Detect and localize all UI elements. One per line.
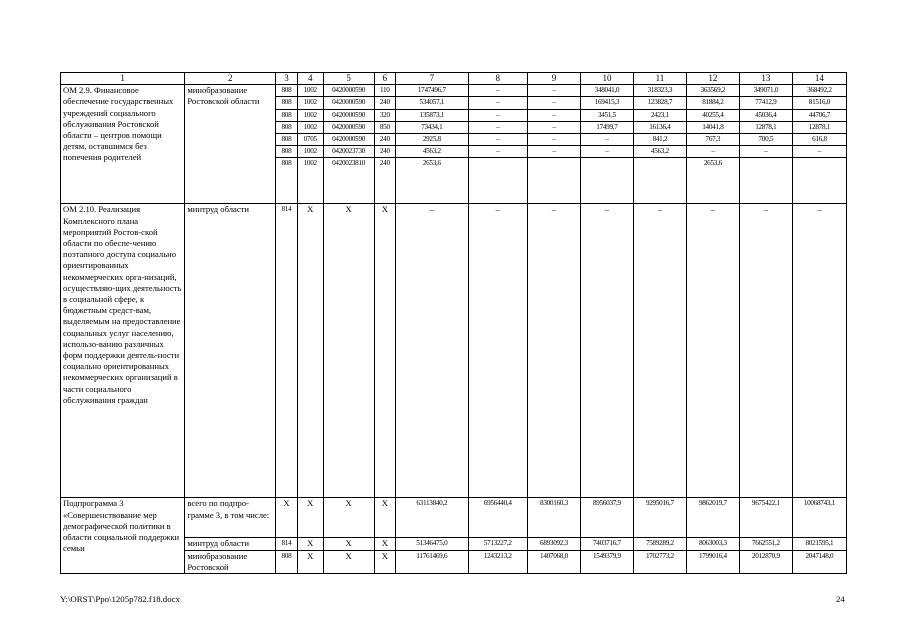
table-cell: – <box>792 146 846 158</box>
table-cell: 40255,4 <box>686 109 739 121</box>
table-cell: – <box>468 121 527 133</box>
table-cell: 1407068,0 <box>527 550 580 573</box>
budget-table <box>60 72 847 574</box>
table-cell: – <box>792 204 846 498</box>
table-cell: 2423,1 <box>633 109 686 121</box>
table-cell: 6956440,4 <box>468 498 527 538</box>
table-cell: 16136,4 <box>633 121 686 133</box>
table-cell: Х <box>297 538 323 550</box>
header-cell: 7 <box>396 73 468 85</box>
page-number: 24 <box>836 594 845 604</box>
table-cell: 9862019,7 <box>686 498 739 538</box>
table-cell: 9295016,7 <box>633 498 686 538</box>
table-cell: Х <box>323 498 374 538</box>
header-cell: 12 <box>686 73 739 85</box>
table-cell: 73434,1 <box>396 121 468 133</box>
table-cell: 534057,1 <box>396 97 468 109</box>
header-cell: 2 <box>185 73 276 85</box>
table-cell: 1702773,2 <box>633 550 686 573</box>
table-cell <box>527 158 580 204</box>
table-cell: – <box>527 121 580 133</box>
table-cell: 2047148,0 <box>792 550 846 573</box>
table-cell: Х <box>297 498 323 538</box>
header-cell: 5 <box>323 73 374 85</box>
table-cell: – <box>527 109 580 121</box>
table-cell: 2925,8 <box>396 134 468 146</box>
table-cell: 51346475,0 <box>396 538 468 550</box>
table-cell: 1549379,9 <box>580 550 633 573</box>
table-cell: – <box>527 146 580 158</box>
table-cell <box>792 158 846 204</box>
table-cell: 10068743,1 <box>792 498 846 538</box>
table-cell: 0420000590 <box>323 109 374 121</box>
table-cell: 1002 <box>297 158 323 204</box>
table-cell: – <box>527 204 580 498</box>
measure-name-cell: ОМ 2.9. Финансовое обеспечение государственных учреждений социального обслуживания Ростовской области – центров помощи детям, оставшимся без попечения родителей <box>61 85 185 204</box>
table-cell: – <box>527 134 580 146</box>
table-cell: 0420023810 <box>323 158 374 204</box>
table-cell: 1002 <box>297 85 323 97</box>
table-cell: 808 <box>276 85 298 97</box>
table-cell: Х <box>297 550 323 573</box>
table-cell: 814 <box>276 538 298 550</box>
table-cell: 44706,7 <box>792 109 846 121</box>
table-cell: Х <box>323 538 374 550</box>
table-cell: 348041,0 <box>580 85 633 97</box>
table-cell: 320 <box>374 109 396 121</box>
table-cell <box>580 158 633 204</box>
table-cell: 808 <box>276 146 298 158</box>
table-cell: 850 <box>374 121 396 133</box>
table-cell: – <box>468 134 527 146</box>
table-cell: 841,2 <box>633 134 686 146</box>
table-cell: – <box>580 146 633 158</box>
table-cell: 63113840,2 <box>396 498 468 538</box>
table-cell: 17499,7 <box>580 121 633 133</box>
table-cell: – <box>468 85 527 97</box>
table-header-row <box>61 73 847 85</box>
table-cell: 1799016,4 <box>686 550 739 573</box>
table-cell: Х <box>374 498 396 538</box>
table-cell: 8021595,1 <box>792 538 846 550</box>
table-cell <box>468 158 527 204</box>
table-cell: 700,5 <box>739 134 792 146</box>
table-cell: 1002 <box>297 109 323 121</box>
table-cell: 240 <box>374 134 396 146</box>
table-row <box>61 85 847 97</box>
header-cell: 13 <box>739 73 792 85</box>
header-cell: 6 <box>374 73 396 85</box>
table-cell: 767,3 <box>686 134 739 146</box>
table-cell: 11761469,6 <box>396 550 468 573</box>
header-cell: 3 <box>276 73 298 85</box>
table-cell: – <box>739 146 792 158</box>
table-cell: 2653,6 <box>686 158 739 204</box>
header-cell: 10 <box>580 73 633 85</box>
table-cell: 77412,9 <box>739 97 792 109</box>
header-cell: 14 <box>792 73 846 85</box>
executor-cell: минобразование Ростовской области <box>185 85 276 204</box>
header-cell: 1 <box>61 73 185 85</box>
header-cell: 4 <box>297 73 323 85</box>
table-cell: 4563,2 <box>396 146 468 158</box>
table-cell: 368492,2 <box>792 85 846 97</box>
table-cell: 808 <box>276 158 298 204</box>
table-cell: 8300160,3 <box>527 498 580 538</box>
table-cell: 808 <box>276 550 298 573</box>
table-cell: 4563,2 <box>633 146 686 158</box>
table-row <box>61 498 847 538</box>
table-cell: – <box>580 134 633 146</box>
table-cell: 240 <box>374 97 396 109</box>
table-cell: 1243213,2 <box>468 550 527 573</box>
table-cell: 808 <box>276 97 298 109</box>
header-cell: 9 <box>527 73 580 85</box>
table-cell: 2653,6 <box>396 158 468 204</box>
table-cell: – <box>468 97 527 109</box>
table-cell: 240 <box>374 146 396 158</box>
table-cell: Х <box>374 538 396 550</box>
table-cell <box>633 158 686 204</box>
table-cell: – <box>686 146 739 158</box>
executor-cell: минтруд области <box>185 538 276 550</box>
table-cell: 1747496,7 <box>396 85 468 97</box>
executor-cell: минтруд области <box>185 204 276 498</box>
table-cell <box>739 158 792 204</box>
table-cell: 110 <box>374 85 396 97</box>
table-cell: 9675422,1 <box>739 498 792 538</box>
table-cell: – <box>580 204 633 498</box>
table-cell: 12878,1 <box>739 121 792 133</box>
executor-cell: всего по подпро-грамме 3, в том числе: <box>185 498 276 538</box>
table-cell: 0705 <box>297 134 323 146</box>
table-cell: 363569,2 <box>686 85 739 97</box>
table-cell: 123828,7 <box>633 97 686 109</box>
header-cell: 11 <box>633 73 686 85</box>
measure-name-cell: ОМ 2.10. Реализация Комплексного плана мероприятий Ростов-ской области по обеспе-чению поэтапного доступа социально ориентированных некоммерческих орга-низаций, осуществляю-щих деятельность в социальной сфере, к бюджетным средст-вам, выделяемым на предоставление социальных услуг населению, использо-ванию различных форм поддержки деятель-ности социально ориентированных некоммерческих организаций в части социального обслуживания граждан <box>61 204 185 498</box>
table-cell: – <box>739 204 792 498</box>
subprogram-name-cell: Подпрограмма 3 «Совершенствование мер демографической политики в области социальной поддержки семьи <box>61 498 185 574</box>
table-cell: 808 <box>276 109 298 121</box>
table-cell: 8956037,9 <box>580 498 633 538</box>
table-cell: 7662551,2 <box>739 538 792 550</box>
table-cell: 7589289,2 <box>633 538 686 550</box>
table-cell: Х <box>323 550 374 573</box>
table-cell: 808 <box>276 134 298 146</box>
table-cell: 2012870,9 <box>739 550 792 573</box>
table-cell: Х <box>297 204 323 498</box>
table-cell: 0420000590 <box>323 134 374 146</box>
table-cell: 14041,8 <box>686 121 739 133</box>
table-cell: 240 <box>374 158 396 204</box>
executor-cell: минобразование Ростовской <box>185 550 276 573</box>
table-cell: Х <box>323 204 374 498</box>
table-cell: – <box>633 204 686 498</box>
table-cell: 6893092,3 <box>527 538 580 550</box>
table-cell: – <box>686 204 739 498</box>
table-cell: 169415,3 <box>580 97 633 109</box>
table-cell: 808 <box>276 121 298 133</box>
table-cell: – <box>468 146 527 158</box>
table-cell: – <box>527 97 580 109</box>
table-cell: 0420023730 <box>323 146 374 158</box>
table-cell: 0420000590 <box>323 97 374 109</box>
table-row <box>61 204 847 498</box>
table-cell: Х <box>276 498 298 538</box>
table-cell: 349071,0 <box>739 85 792 97</box>
table-cell: Х <box>374 204 396 498</box>
table-cell: 814 <box>276 204 298 498</box>
table-cell: 8063003,3 <box>686 538 739 550</box>
table-cell: 318323,3 <box>633 85 686 97</box>
table-cell: 7403716,7 <box>580 538 633 550</box>
table-cell: 0420000590 <box>323 85 374 97</box>
table-cell: 135873,1 <box>396 109 468 121</box>
table-cell: – <box>468 109 527 121</box>
table-cell: 1002 <box>297 97 323 109</box>
table-cell: Х <box>374 550 396 573</box>
table-cell: 45036,4 <box>739 109 792 121</box>
table-cell: 81884,2 <box>686 97 739 109</box>
table-cell: – <box>527 85 580 97</box>
header-cell: 8 <box>468 73 527 85</box>
table-cell: 0420000590 <box>323 121 374 133</box>
table-cell: 1002 <box>297 121 323 133</box>
table-cell: 616,8 <box>792 134 846 146</box>
table-cell: 5713227,2 <box>468 538 527 550</box>
table-cell: 3451,5 <box>580 109 633 121</box>
file-path-footer: Y:\ORST\Ppo\1205p782.f18.docx <box>60 594 180 604</box>
table-cell: – <box>468 204 527 498</box>
table-cell: – <box>396 204 468 498</box>
table-cell: 12878,1 <box>792 121 846 133</box>
table-cell: 81516,0 <box>792 97 846 109</box>
table-cell: 1002 <box>297 146 323 158</box>
